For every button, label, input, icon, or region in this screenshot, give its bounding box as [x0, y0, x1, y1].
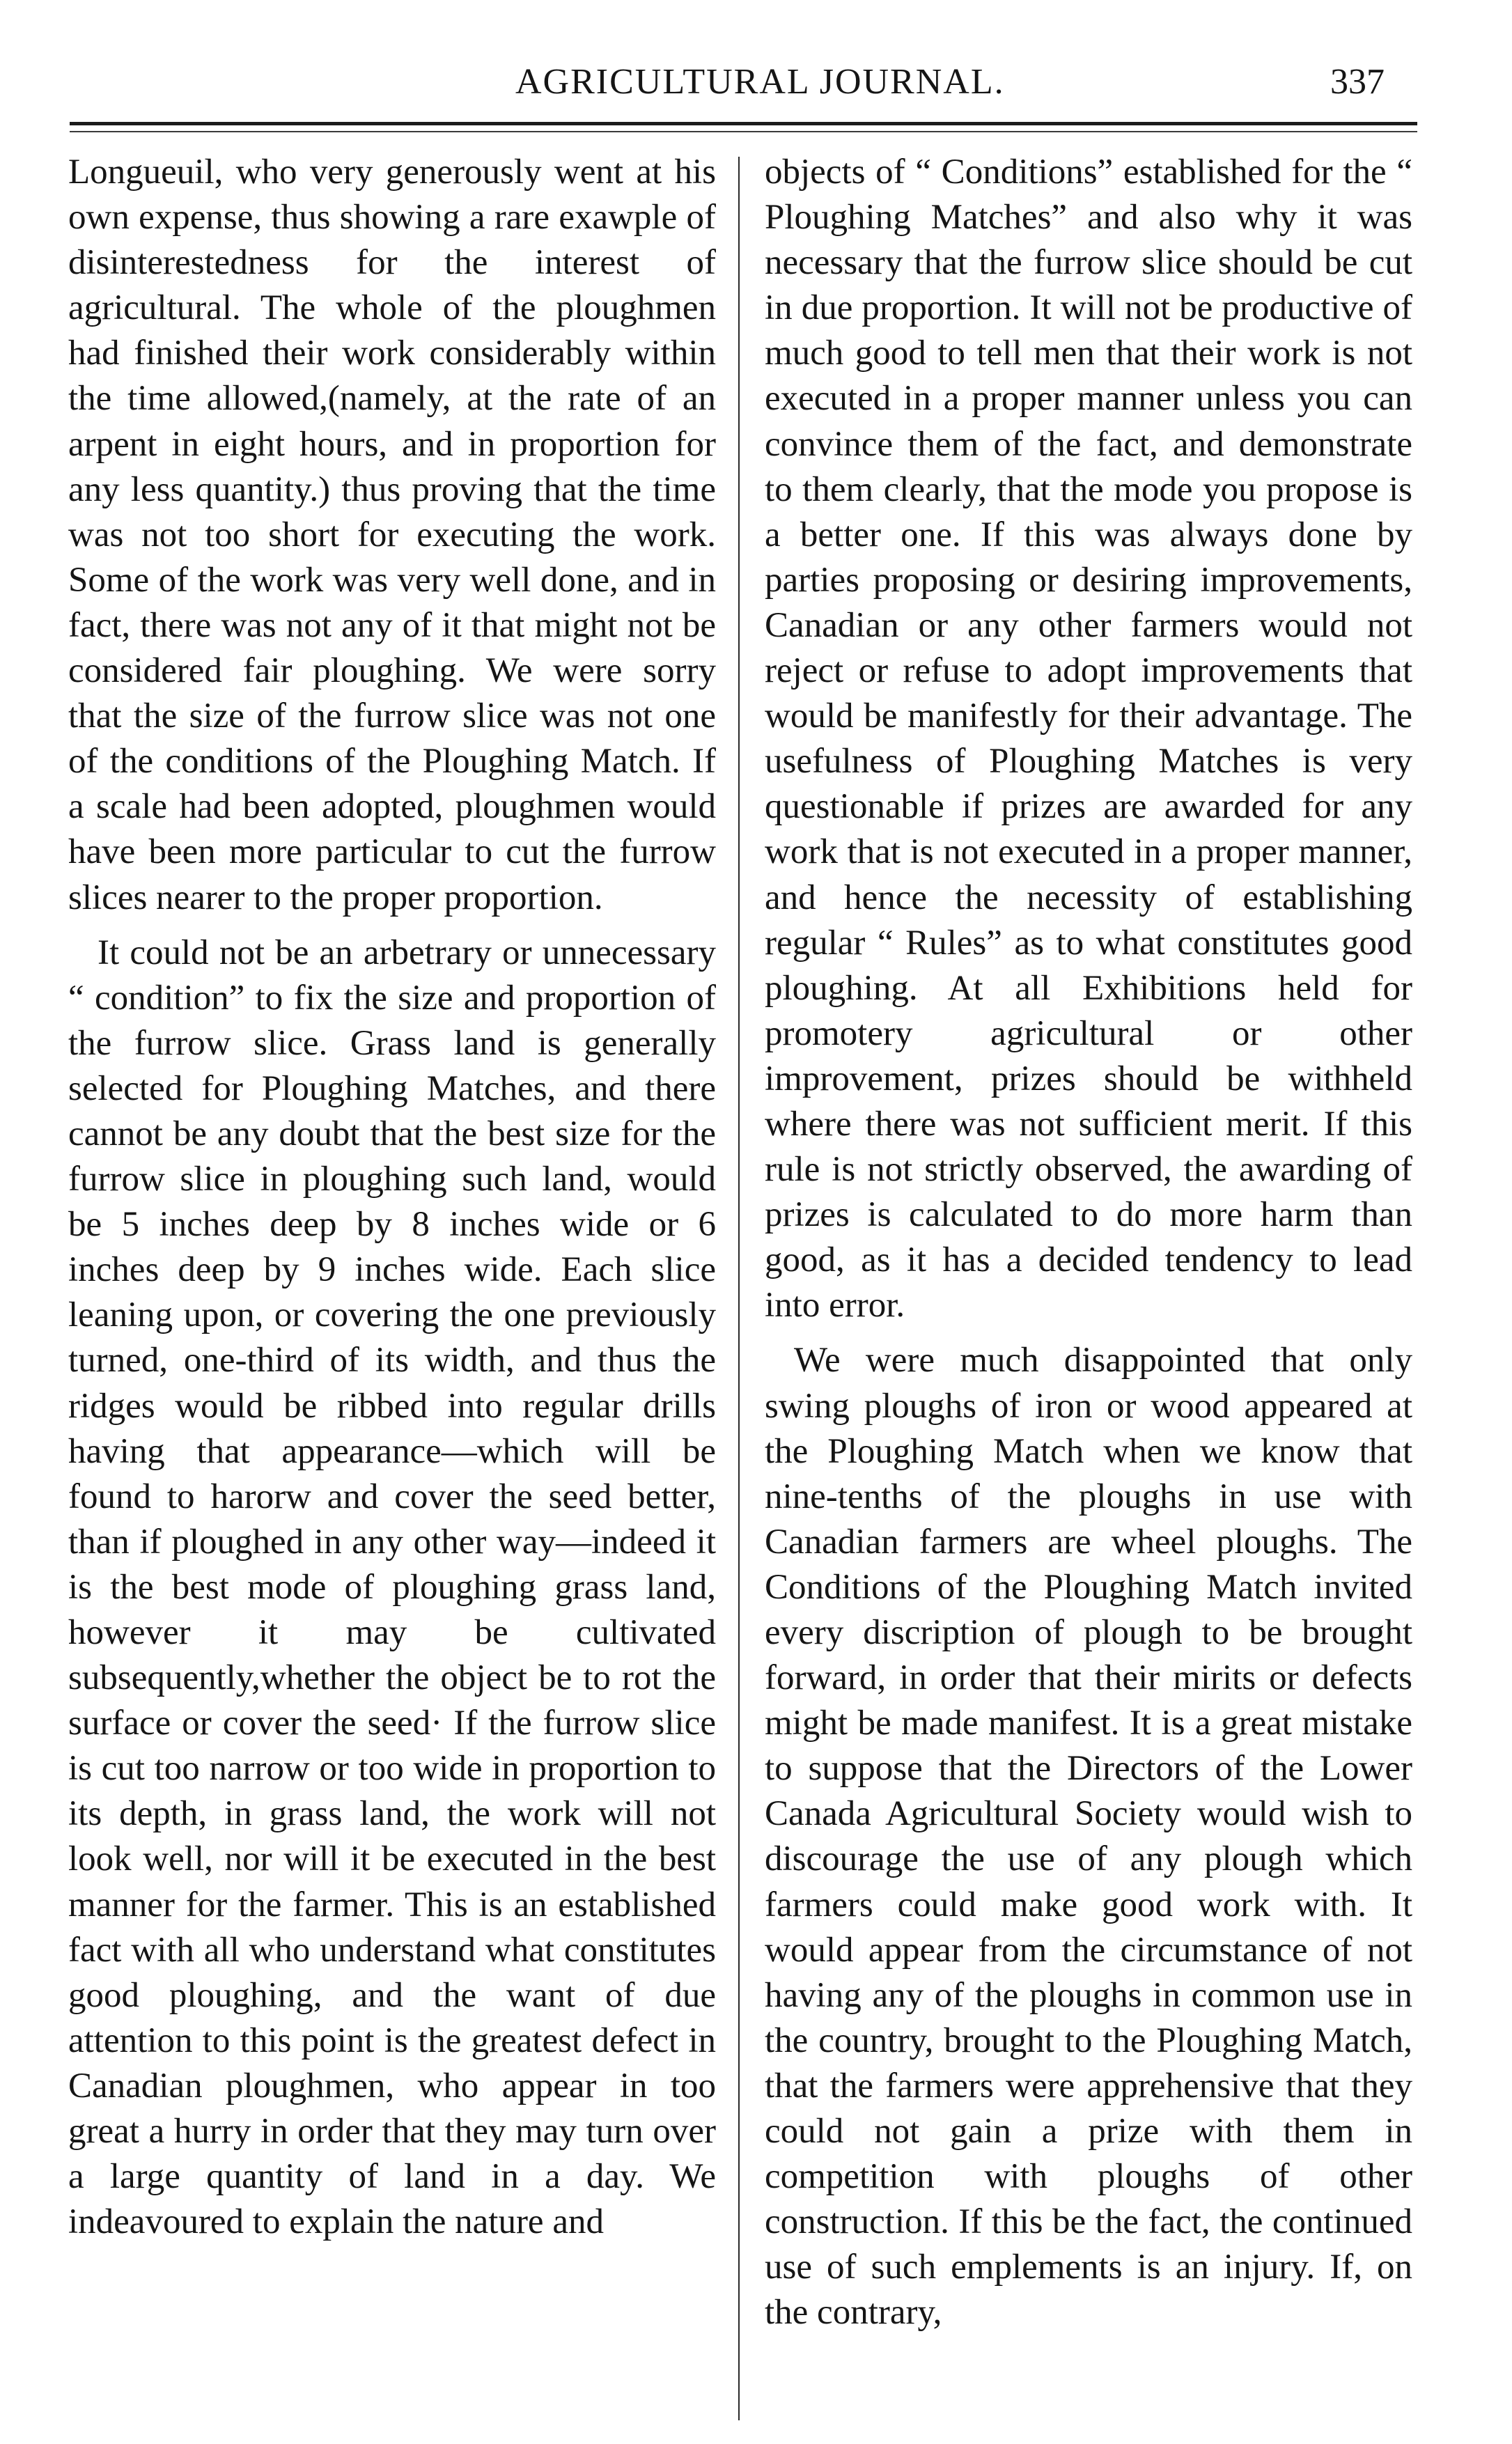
right-column [765, 150, 1412, 2420]
header-rule-thick [70, 122, 1417, 125]
left-column [68, 150, 716, 2420]
page-number: 337 [1330, 62, 1385, 102]
left-paragraph-1: Longueuil, who very generously went at his own expense, thus showing a rare exawple of disinterestedness for the interest of agricultural. The whole of the ploughmen had finished their work considerably within the time allowed,(namely, at the rate of an arpent in eight hours, and in proportion for any less quantity.) thus proving that the time was not too short for executing the work. Some of the work was very well done, and in fact, there was not any of it that might not be considered fair ploughing. We were sorry that the size of the furrow slice was not one of the conditions of the Ploughing Match. If a scale had been adopted, ploughmen would have been more particular to cut the furrow slices nearer to the proper proportion. [68, 153, 716, 917]
right-paragraph-2: We were much disappointed that only swing ploughs of iron or wood appeared at the Ploughing Match when we know that nine-tenths of the ploughs in use with Canadian farmers are wheel ploughs. The Conditions of the Ploughing Match invited every discription of plough to be brought forward, in order that their mirits or defects might be made manifest. It is a great mistake to suppose that the Directors of the Lower Canada Agricultural Society would wish to discourage the use of any plough which farmers could make good work with. It would appear from the circumstance of not having any of the ploughs in common use in the country, brought to the Ploughing Match, that the farmers were apprehensive that they could not gain a prize with them in competition with ploughs of other construction. If this be the fact, the continued use of such emplements is an injury. If, on the contrary, [765, 1341, 1412, 2333]
journal-title: AGRICULTURAL JOURNAL. [515, 62, 1005, 102]
column-divider [738, 157, 740, 2420]
running-head [0, 61, 1512, 117]
right-paragraph-1: objects of “ Conditions” established for the “ Ploughing Matches” and also why it was necessary that the furrow slice should be cut in due proportion. It will not be productive of much good to tell men that their work is not executed in a proper manner unless you can convince them of the fact, and demonstrate to them clearly, that the mode you propose is a better one. If this was always done by parties proposing or desiring improvements, Canadian or any other farmers would not reject or refuse to adopt improvements that would be manifestly for their advantage. The usefulness of Ploughing Matches is very questionable if prizes are awarded for any work that is not executed in a proper manner, and hence the necessity of establishing regular “ Rules” as to what constitutes good ploughing. At all Exhibitions held for promotery agricultural or other improvement, prizes should be withheld where there was not sufficient merit. If this rule is not strictly observed, the awarding of prizes is calculated to do more harm than good, as it has a decided tendency to lead into error. [765, 153, 1412, 1325]
header-rule-thin [70, 131, 1417, 132]
left-paragraph-2: It could not be an arbetrary or unnecessary “ condition” to fix the size and proportion of the furrow slice. Grass land is generally selected for Ploughing Matches, and there cannot be any doubt that the best size for the furrow slice in ploughing such land, would be 5 inches deep by 8 inches wide or 6 inches deep by 9 inches wide. Each slice leaning upon, or covering the one previously turned, one-third of its width, and thus the ridges would be ribbed into regular drills having that appearance—which will be found to harorw and cover the seed better, than if ploughed in any other way—indeed it is the best mode of ploughing grass land, however it may be cultivated subsequently,whether the object be to rot the surface or cover the seed· If the furrow slice is cut too narrow or too wide in proportion to its depth, in grass land, the work will not look well, nor will it be executed in the best manner for the farmer. This is an established fact with all who understand what constitutes good ploughing, and the want of due attention to this point is the greatest defect in Canadian ploughmen, who appear in too great a hurry in order that they may turn over a large quantity of land in a day. We indeavoured to explain the nature and [68, 933, 716, 2242]
